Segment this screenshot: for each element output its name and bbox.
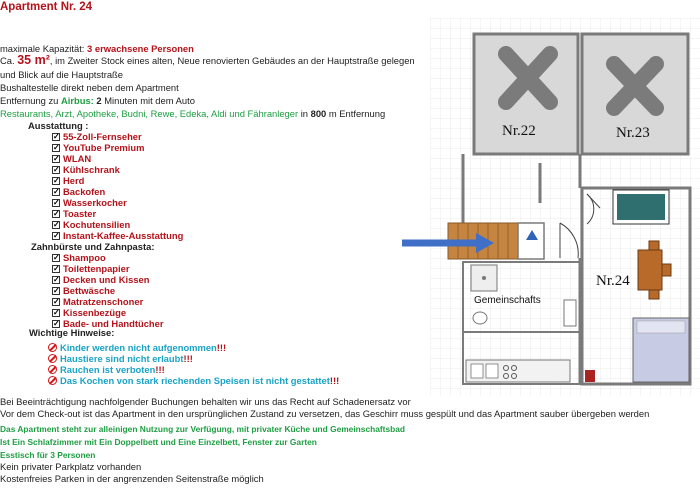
amenity-item: ✓Instant-Kaffee-Ausstattung [52, 230, 183, 241]
toiletry-item: ✓Kissenbezüge [52, 307, 126, 318]
checkbox-icon [52, 221, 60, 229]
amenity-item: ✓Kochutensilien [52, 219, 130, 230]
sofa-icon [613, 190, 669, 224]
no-symbol-icon [48, 354, 57, 363]
checkbox-icon [52, 265, 60, 273]
room-24-label: Nr.24 [596, 273, 630, 289]
footer-line-1: Bei Beeinträchtigung nachfolgender Buchungen behalten wir uns das Recht auf Schadenersatz vor [0, 396, 411, 407]
shops-list: Restaurants, Arzt, Apotheke, Budni, Rewe, Edeka, Aldi und Fähranleger [0, 108, 299, 119]
checkbox-icon [52, 232, 60, 240]
amenity-item: ✓Backofen [52, 186, 105, 197]
arrow-icon [400, 232, 495, 254]
note-item: Rauchen ist verboten!!! [48, 364, 165, 375]
amenity-item: ✓Kühlschrank [52, 164, 120, 175]
capacity-value: 3 erwachsene Personen [87, 43, 194, 54]
size-value: 35 m² [17, 53, 50, 67]
shops-line [0, 108, 385, 119]
checkbox-icon [52, 276, 60, 284]
shops-in: in [300, 108, 308, 119]
toilet-icon [473, 312, 487, 324]
footer-line-2: Vor dem Check-out ist das Apartment in den ursprünglichen Zustand zu versetzen, das Geschirr muss gespült und das Apartment sauber übergeben werden [0, 408, 650, 419]
airbus-prefix: Entfernung zu [0, 95, 59, 106]
footer-line-4: Ist Ein Schlafzimmer mit Ein Doppelbett und Eine Einzelbett, Fenster zur Garten [0, 437, 317, 447]
shared-label: Gemeinschafts [474, 295, 541, 306]
notes-heading: Wichtige Hinweise: [29, 327, 115, 338]
checkbox-icon [52, 177, 60, 185]
size-prefix: Ca. [0, 55, 15, 66]
checkbox-icon [52, 188, 60, 196]
capacity-label: maximale Kapazität: [0, 43, 85, 54]
bus-line: Bushaltestelle direkt neben dem Apartment [0, 82, 179, 93]
note-item: Das Kochen von stark riechenden Speisen ist nicht gestattet!!! [48, 375, 339, 386]
floor-plan [430, 18, 700, 396]
checkbox-icon [52, 210, 60, 218]
amenity-item: ✓YouTube Premium [52, 142, 144, 153]
room-23-label: Nr.23 [616, 125, 650, 141]
airbus-name: Airbus: [60, 95, 94, 106]
amenity-item: ✓Toaster [52, 208, 96, 219]
checkbox-icon [52, 144, 60, 152]
no-symbol-icon [48, 343, 57, 352]
footer-line-7: Kostenfreies Parken in der angrenzenden Seitenstraße möglich [0, 473, 264, 484]
checkbox-icon [52, 287, 60, 295]
shops-distance: 800 [310, 108, 327, 119]
note-item: Kinder werden nicht aufgenommen!!! [48, 342, 226, 353]
checkbox-icon [52, 254, 60, 262]
airbus-suffix: Minuten mit dem Auto [104, 95, 195, 106]
airbus-value: 2 [96, 95, 102, 106]
no-symbol-icon [48, 376, 57, 385]
amenities-heading: Ausstattung : [28, 120, 89, 131]
sink-icon [564, 300, 576, 326]
amenity-item: ✓Wasserkocher [52, 197, 127, 208]
fridge-icon [585, 370, 595, 382]
sink-icon [471, 364, 483, 378]
toiletries-heading: Zahnbürste und Zahnpasta: [31, 241, 155, 252]
toiletry-item: ✓Toilettenpapier [52, 263, 130, 274]
toiletry-item: ✓Bettwäsche [52, 285, 115, 296]
page-title: Apartment Nr. 24 [0, 1, 93, 13]
checkbox-icon [52, 133, 60, 141]
airbus-line [0, 95, 195, 106]
footer-line-6: Kein privater Parkplatz vorhanden [0, 461, 142, 472]
size-text-2: und Blick auf die Hauptstraße [0, 69, 123, 80]
amenity-item: ✓55-Zoll-Fernseher [52, 131, 142, 142]
bed-icon [633, 318, 689, 382]
toiletry-item: ✓Decken und Kissen [52, 274, 150, 285]
room-22 [474, 34, 578, 154]
toiletry-item: ✓Bade- und Handtücher [52, 318, 164, 329]
toiletry-item: ✓Shampoo [52, 252, 106, 263]
room-23 [582, 34, 688, 154]
size-line [0, 55, 415, 66]
checkbox-icon [52, 155, 60, 163]
footer-line-3: Das Apartment steht zur alleinigen Nutzung zur Verfügung, mit privater Küche und Gemeinschaftsbad [0, 424, 406, 434]
checkbox-icon [52, 309, 60, 317]
shops-suffix: m Entfernung [328, 108, 386, 119]
checkbox-icon [52, 199, 60, 207]
checkbox-icon [52, 298, 60, 306]
amenity-item: ✓Herd [52, 175, 84, 186]
no-symbol-icon [48, 365, 57, 374]
room-22-label: Nr.22 [502, 123, 536, 139]
footer-line-5: Esstisch für 3 Personen [0, 450, 96, 460]
amenity-item: ✓WLAN [52, 153, 91, 164]
note-item: Haustiere sind nicht erlaubt!!! [48, 353, 193, 364]
checkbox-icon [52, 166, 60, 174]
size-text: , im Zweiter Stock eines alten, Neue renovierten Gebäudes an der Hauptstraße gelegen [49, 55, 415, 66]
toiletry-item: ✓Matratzenschoner [52, 296, 143, 307]
